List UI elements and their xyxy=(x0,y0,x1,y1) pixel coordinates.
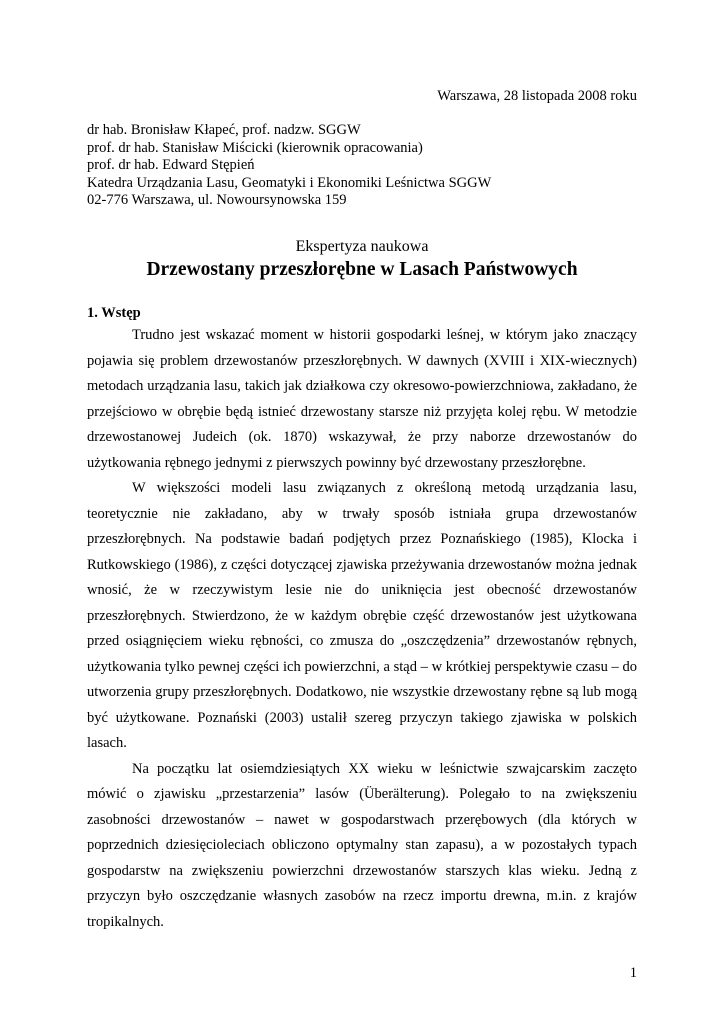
author-line: prof. dr hab. Edward Stępień xyxy=(87,157,255,173)
paragraph: Trudno jest wskazać moment w historii gospodarki leśnej, w którym jako znaczący pojawia się problem drzewostanów przeszłorębnych. W dawnych (XVIII i XIX-wiecznych) metodach urządzania lasu, takich jak działkowa czy okresowo-powierzchniowa, zakładano, że przejściowo w obrębie będą istnieć drzewostany starsze niż przyjęta kolej rębu. W metodzie drzewostanowej Judeich (ok. 1870) wskazywał, że przy naborze drzewostanów do użytkowania rębnego jednymi z pierwszych powinny być drzewostany przeszłorębne. xyxy=(87,327,637,471)
paragraph: Na początku lat osiemdziesiątych XX wieku w leśnictwie szwajcarskim zaczęto mówić o zjawisku „przestarzenia” lasów (Überälterung). Polegało to na zwiększeniu zasobności drzewostanów – nawet w gospodarstwach przerębowych (dla których w poprzednich dziesięcioleciach obliczono optymalny stan zapasu), a w pozostałych typach gospodarstw na zwiększeniu powierzchni drzewostanów starszych klas wieku. Jedną z przyczyn było oszczędzanie własnych zasobów na rzecz importu drewna, m.in. z krajów tropikalnych. xyxy=(87,760,637,930)
affiliation-line: Katedra Urządzania Lasu, Geomatyki i Ekonomiki Leśnictwa SGGW xyxy=(87,174,492,191)
author-block xyxy=(87,122,491,210)
address-line: 02-776 Warszawa, ul. Nowoursynowska 159 xyxy=(87,192,347,208)
page-number: 1 xyxy=(629,965,637,981)
date-line: Warszawa, 28 listopada 2008 roku xyxy=(437,88,637,104)
author-line: dr hab. Bronisław Kłapeć, prof. nadzw. SGGW xyxy=(87,122,361,138)
document-title: Drzewostany przeszłorębne w Lasach Państwowych xyxy=(146,259,578,280)
document-type: Ekspertyza naukowa xyxy=(295,238,429,255)
paragraph: W większości modeli lasu związanych z określoną metodą urządzania lasu, teoretycznie nie zakładano, aby w trwały sposób istniała grupa drzewostanów przeszłorębnych. Na podstawie badań podjętych przez Poznańskiego (1985), Klocka i Rutkowskiego (1986), z części dotyczącej zjawiska przeżywania drzewostanów można jednak wnosić, że w rzeczywistym lesie nie do uniknięcia jest obecność drzewostanów przeszłorębnych. Stwierdzono, że w każdym obrębie część drzewostanów jest użytkowana przed osiągnięciem wieku rębności, co zmusza do „oszczędzenia” drzewostanów rębnych, użytkowania tylko pewnej części ich powierzchni, a stąd – w krótkiej perspektywie czasu – do utworzenia grupy przeszłorębnych. Dodatkowo, nie wszystkie drzewostany rębne są lub mogą być użytkowane. Poznański (2003) ustalił szereg przyczyn takiego zjawiska w polskich lasach. xyxy=(87,480,637,751)
author-line: prof. dr hab. Stanisław Miścicki (kierownik opracowania) xyxy=(87,139,423,156)
section-heading: 1. Wstęp xyxy=(87,305,141,321)
body-text xyxy=(87,323,637,935)
